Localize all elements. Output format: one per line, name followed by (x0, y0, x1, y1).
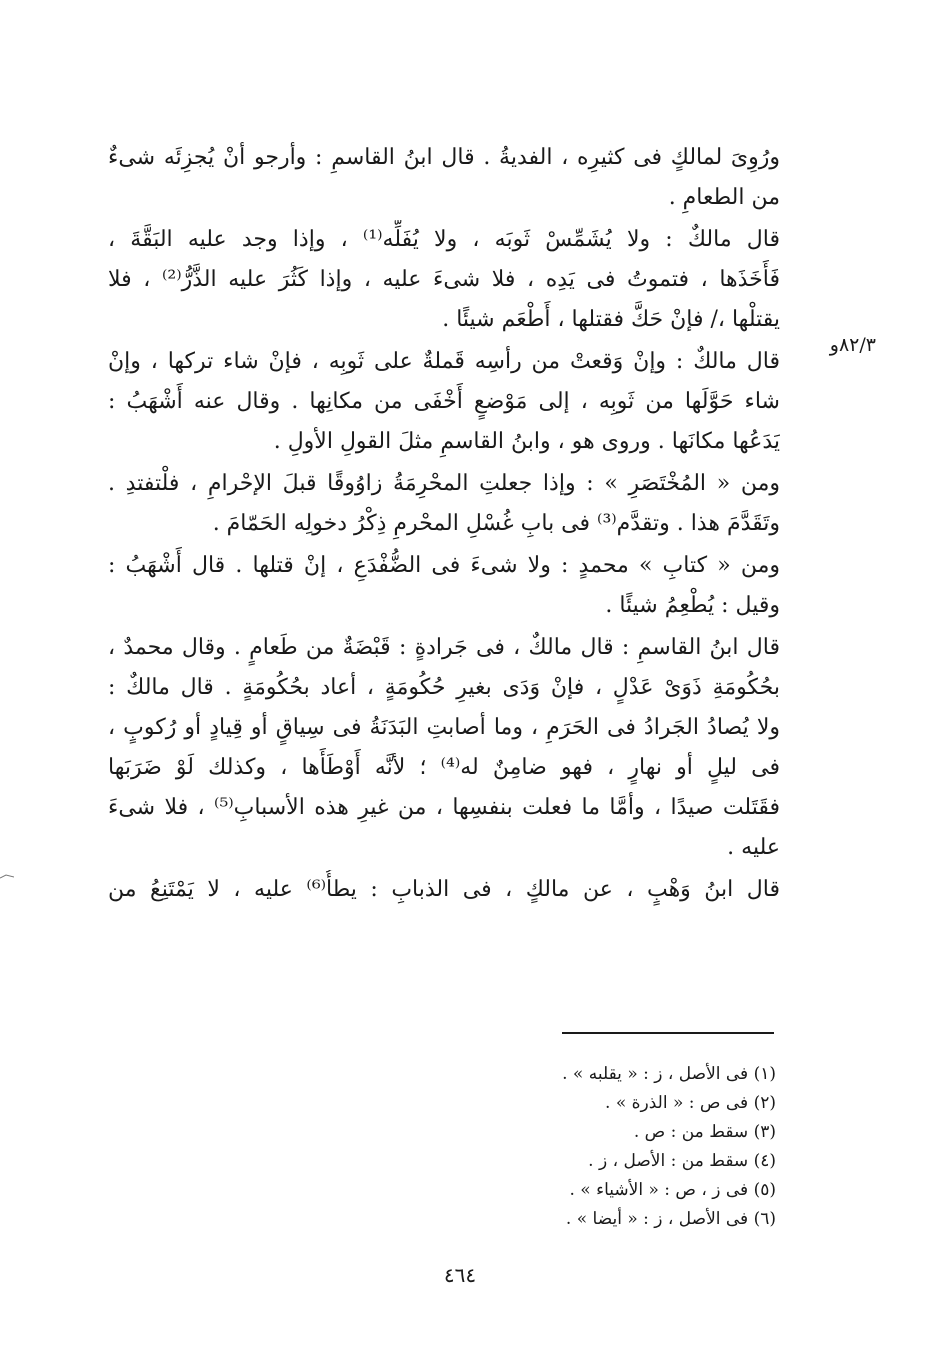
text-line: من الطعامِ . (668, 185, 780, 210)
text-line: شاء حَوَّلَها من ثَوبِه ، إلى مَوْضعٍ أَخْفَى من مكانِها . وقال عنه أَشْهَبُ : (108, 389, 780, 414)
paragraph (108, 546, 780, 626)
paragraph (108, 870, 780, 910)
footnote: (٢) فى ص : « الذرة » . (605, 1093, 776, 1113)
scan-edge-mark (0, 872, 14, 882)
footnote: (٤) سقط من : الأصل ، ز . (588, 1151, 776, 1171)
footnote: (٣) سقط من : ص . (633, 1122, 776, 1142)
text-line: وقيل : يُطْعِمُ شيئًا . (605, 593, 780, 618)
text-line: قال مالكٌ : وإنْ وَقعتْ من رأسِه قَملةٌ على ثَوبِه ، فإنْ شاء تركها ، وإنْ (108, 349, 780, 374)
main-text (108, 138, 780, 910)
text-line: قال ابنُ القاسمِ : قال مالكٌ ، فى جَرادةٍ : قَبْضَةٌ من طَعامٍ . وقال محمدٌ ، (108, 635, 780, 660)
text-line: يَدَعُها مكانَها . وروى هو ، وابنُ القاسمِ مثلَ القولِ الأولِ . (273, 429, 780, 454)
text-line: عليه . (727, 835, 780, 860)
footnote-divider (562, 1032, 774, 1034)
text-line: بحُكُومَةِ ذَوَىْ عَدْلٍ ، فإنْ وَدَى بغيرِ حُكُومَةٍ ، أعاد بحُكُومَةٍ . قال مالكٌ : (108, 675, 780, 700)
paragraph (108, 220, 780, 340)
paragraph (108, 628, 780, 868)
text-line: فَأَخَذَها ، فتموتُ فى يَدِه ، فلا شىءَ عليه ، وإذا كَثُرَ عليه الذَّرُّ⁽²⁾ ، فلا (108, 267, 780, 292)
margin-folio-reference: ٨٢/٣و (829, 334, 876, 356)
paragraph (108, 342, 780, 462)
text-line: يقتلْها ،/ فإنْ حَكَّ فقتلها ، أَطْعَم شيئًا . (442, 307, 780, 332)
text-line: ومن « المُخْتَصَرِ » : وإذا جعلتِ المحْرِمَةُ زاوُوقًا قبلَ الإحْرامِ ، فلْتفتدِ . (108, 471, 780, 496)
text-line: فى ليلٍ أو نهارٍ ، فهو ضامِنٌ له⁽⁴⁾ ؛ لأنَّه أَوْطَأَها ، وكذلك لَوْ ضَرَبَها (108, 755, 780, 780)
page-number: ٤٦٤ (443, 1263, 477, 1287)
footnotes (420, 1060, 776, 1234)
text-line: ولا يُصادُ الجَرادُ فى الحَرَمِ ، وما أصابتِ البَدَنَةُ فى سِياقٍ أو قِيادٍ أو رُكوبٍ ، (108, 715, 780, 740)
paragraph (108, 138, 780, 218)
text-line: قال مالكٌ : ولا يُشَمِّسْ ثَوبَه ، ولا يُفَلِّه⁽¹⁾ ، وإذا وجد عليه البَقَّةَ ، (108, 227, 780, 252)
text-line: ورُوِىَ لمالكٍ فى كثيرِه ، الفديةُ . قال ابنُ القاسمِ : وأرجو أنْ يُجزِئَه شىءٌ (108, 145, 780, 170)
footnote: (٥) فى ز ، ص : « الأشياء » . (569, 1180, 776, 1200)
text-line: فقَتَلت صيدًا ، وأمَّا ما فعلت بنفسِها ، من غيرِ هذه الأسبابِ⁽⁵⁾ ، فلا شىءَ (108, 795, 780, 820)
paragraph (108, 464, 780, 544)
footnote: (٦) فى الأصل ، ز : « أيضا » . (565, 1209, 776, 1229)
footnote: (١) فى الأصل ، ز : « يقلبه » . (562, 1064, 776, 1084)
text-line: قال ابنُ وَهْبٍ ، عن مالكٍ ، فى الذبابِ : يطأُ⁽⁶⁾ عليه ، لا يَمْتَنِعُ من (108, 877, 780, 902)
text-line: وتَقَدَّمَ هذا . وتقدَّم⁽³⁾ فى بابِ غُسْلِ المحْرمِ ذِكْرُ دخولِه الحَمّامَ . (212, 511, 780, 536)
text-line: ومن « كتابِ » محمدٍ : ولا شىءَ فى الضُّفْدَعِ ، إنْ قتلها . قال أَشْهَبُ : (108, 553, 780, 578)
